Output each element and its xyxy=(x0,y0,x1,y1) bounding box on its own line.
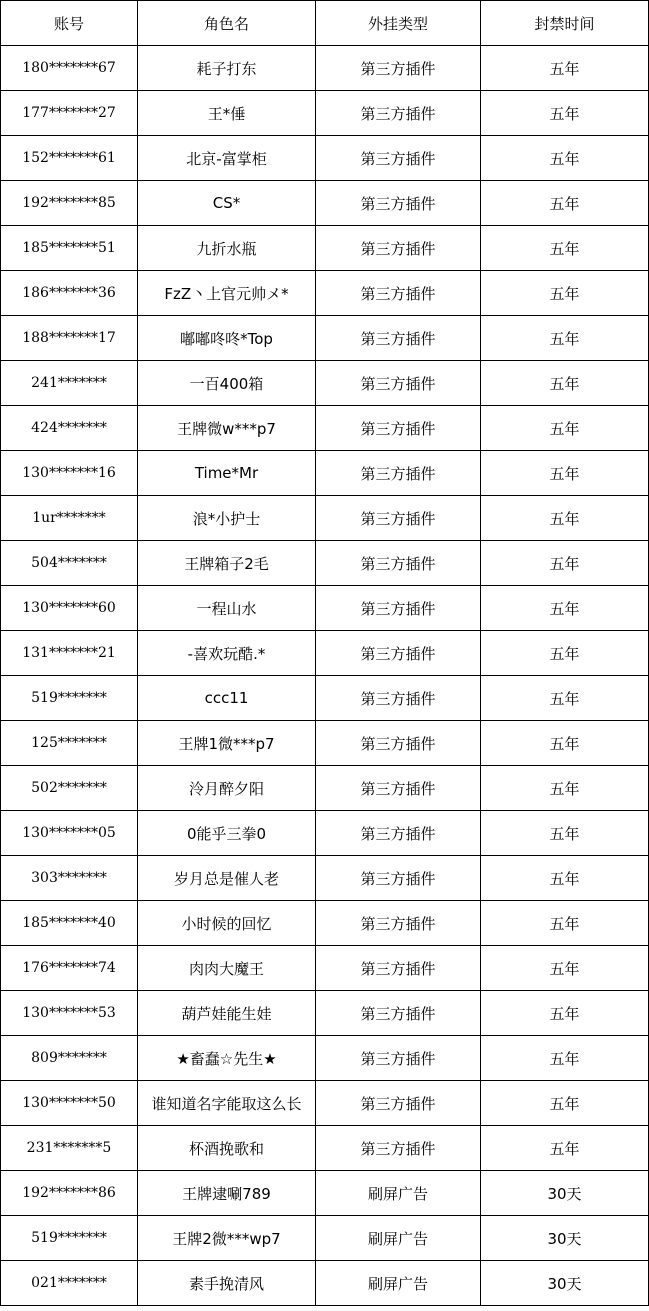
table-row xyxy=(1,1081,649,1126)
cell-role-name: 王牌1微***p7 xyxy=(138,721,316,766)
table-row xyxy=(1,631,649,676)
cell-cheat-type: 第三方插件 xyxy=(316,91,481,136)
cell-account: 192*******85 xyxy=(1,181,138,226)
cell-cheat-type: 第三方插件 xyxy=(316,676,481,721)
cell-account: 130*******05 xyxy=(1,811,138,856)
cell-account: 130*******50 xyxy=(1,1081,138,1126)
cell-role-name: 王牌2微***wp7 xyxy=(138,1216,316,1261)
cell-cheat-type: 第三方插件 xyxy=(316,226,481,271)
cell-cheat-type: 第三方插件 xyxy=(316,766,481,811)
table-row xyxy=(1,946,649,991)
table-row xyxy=(1,1126,649,1171)
cell-account: 021******* xyxy=(1,1261,138,1306)
cell-ban-duration: 30天 xyxy=(481,1216,649,1261)
cell-account: 303******* xyxy=(1,856,138,901)
table-row xyxy=(1,361,649,406)
table-row xyxy=(1,586,649,631)
cell-ban-duration: 五年 xyxy=(481,811,649,856)
cell-account: 519******* xyxy=(1,1216,138,1261)
cell-cheat-type: 第三方插件 xyxy=(316,451,481,496)
cell-role-name: -喜欢玩酷.* xyxy=(138,631,316,676)
header-account: 账号 xyxy=(1,1,138,46)
table-row xyxy=(1,1216,649,1261)
table-row xyxy=(1,91,649,136)
cell-role-name: 小时候的回忆 xyxy=(138,901,316,946)
table-row xyxy=(1,766,649,811)
table-row xyxy=(1,316,649,361)
cell-cheat-type: 第三方插件 xyxy=(316,181,481,226)
cell-ban-duration: 五年 xyxy=(481,1081,649,1126)
cell-cheat-type: 第三方插件 xyxy=(316,271,481,316)
cell-role-name: 王*倕 xyxy=(138,91,316,136)
cell-account: 125******* xyxy=(1,721,138,766)
cell-role-name: 嘟嘟咚咚*Top xyxy=(138,316,316,361)
cell-role-name: 0能乎三拳0 xyxy=(138,811,316,856)
cell-cheat-type: 第三方插件 xyxy=(316,1081,481,1126)
cell-role-name: 杯酒挽歌和 xyxy=(138,1126,316,1171)
cell-ban-duration: 五年 xyxy=(481,361,649,406)
cell-ban-duration: 五年 xyxy=(481,46,649,91)
cell-cheat-type: 第三方插件 xyxy=(316,46,481,91)
cell-account: 1ur******* xyxy=(1,496,138,541)
cell-cheat-type: 第三方插件 xyxy=(316,361,481,406)
cell-ban-duration: 30天 xyxy=(481,1261,649,1306)
cell-role-name: ★畜蠢☆先生★ xyxy=(138,1036,316,1081)
header-ban-duration: 封禁时间 xyxy=(481,1,649,46)
cell-ban-duration: 五年 xyxy=(481,406,649,451)
cell-cheat-type: 刷屏广告 xyxy=(316,1216,481,1261)
cell-account: 241******* xyxy=(1,361,138,406)
cell-role-name: 一程山水 xyxy=(138,586,316,631)
cell-role-name: 耗子打东 xyxy=(138,46,316,91)
cell-cheat-type: 第三方插件 xyxy=(316,586,481,631)
cell-cheat-type: 第三方插件 xyxy=(316,946,481,991)
cell-account: 180*******67 xyxy=(1,46,138,91)
table-row xyxy=(1,1261,649,1306)
table-row xyxy=(1,46,649,91)
cell-role-name: Time*Mr xyxy=(138,451,316,496)
cell-account: 176*******74 xyxy=(1,946,138,991)
cell-ban-duration: 五年 xyxy=(481,1126,649,1171)
cell-ban-duration: 五年 xyxy=(481,91,649,136)
table-row xyxy=(1,856,649,901)
cell-ban-duration: 五年 xyxy=(481,586,649,631)
cell-cheat-type: 第三方插件 xyxy=(316,316,481,361)
table-row xyxy=(1,721,649,766)
cell-account: 504******* xyxy=(1,541,138,586)
cell-cheat-type: 第三方插件 xyxy=(316,496,481,541)
cell-role-name: 王牌逮唰789 xyxy=(138,1171,316,1216)
cell-ban-duration: 五年 xyxy=(481,766,649,811)
cell-cheat-type: 第三方插件 xyxy=(316,631,481,676)
cell-role-name: 素手挽清风 xyxy=(138,1261,316,1306)
table-row xyxy=(1,1036,649,1081)
cell-role-name: 葫芦娃能生娃 xyxy=(138,991,316,1036)
cell-account: 152*******61 xyxy=(1,136,138,181)
cell-cheat-type: 第三方插件 xyxy=(316,136,481,181)
cell-account: 231*******5 xyxy=(1,1126,138,1171)
table-row xyxy=(1,541,649,586)
cell-ban-duration: 五年 xyxy=(481,991,649,1036)
cell-account: 185*******51 xyxy=(1,226,138,271)
cell-cheat-type: 第三方插件 xyxy=(316,901,481,946)
cell-ban-duration: 五年 xyxy=(481,946,649,991)
table-row xyxy=(1,811,649,856)
cell-cheat-type: 第三方插件 xyxy=(316,1036,481,1081)
cell-role-name: FzZ丶上官元帅メ* xyxy=(138,271,316,316)
header-row xyxy=(1,1,649,46)
cell-ban-duration: 五年 xyxy=(481,901,649,946)
cell-ban-duration: 30天 xyxy=(481,1171,649,1216)
cell-account: 188*******17 xyxy=(1,316,138,361)
cell-cheat-type: 刷屏广告 xyxy=(316,1171,481,1216)
cell-cheat-type: 第三方插件 xyxy=(316,541,481,586)
table-row xyxy=(1,271,649,316)
cell-role-name: CS* xyxy=(138,181,316,226)
cell-role-name: 一百400箱 xyxy=(138,361,316,406)
table-row xyxy=(1,1171,649,1216)
cell-cheat-type: 第三方插件 xyxy=(316,811,481,856)
cell-cheat-type: 第三方插件 xyxy=(316,1126,481,1171)
cell-ban-duration: 五年 xyxy=(481,856,649,901)
table-row xyxy=(1,181,649,226)
cell-account: 186*******36 xyxy=(1,271,138,316)
cell-ban-duration: 五年 xyxy=(481,136,649,181)
cell-ban-duration: 五年 xyxy=(481,1036,649,1081)
cell-ban-duration: 五年 xyxy=(481,631,649,676)
table-row xyxy=(1,901,649,946)
cell-ban-duration: 五年 xyxy=(481,451,649,496)
cell-account: 177*******27 xyxy=(1,91,138,136)
cell-account: 130*******16 xyxy=(1,451,138,496)
table-row xyxy=(1,676,649,721)
header-cheat-type: 外挂类型 xyxy=(316,1,481,46)
cell-role-name: 北京-富掌柜 xyxy=(138,136,316,181)
cell-account: 130*******60 xyxy=(1,586,138,631)
cell-role-name: 王牌微w***p7 xyxy=(138,406,316,451)
cell-role-name: 王牌箱子2毛 xyxy=(138,541,316,586)
cell-role-name: 泠月醉夕阳 xyxy=(138,766,316,811)
cell-account: 192*******86 xyxy=(1,1171,138,1216)
cell-cheat-type: 第三方插件 xyxy=(316,406,481,451)
cell-role-name: ccc11 xyxy=(138,676,316,721)
cell-ban-duration: 五年 xyxy=(481,316,649,361)
cell-cheat-type: 第三方插件 xyxy=(316,856,481,901)
cell-role-name: 浪*小护士 xyxy=(138,496,316,541)
table-row xyxy=(1,991,649,1036)
cell-cheat-type: 第三方插件 xyxy=(316,991,481,1036)
cell-ban-duration: 五年 xyxy=(481,721,649,766)
cell-role-name: 九折水瓶 xyxy=(138,226,316,271)
cell-ban-duration: 五年 xyxy=(481,181,649,226)
table-row xyxy=(1,451,649,496)
table-body xyxy=(1,46,649,1306)
table-row xyxy=(1,496,649,541)
table-row xyxy=(1,226,649,271)
cell-ban-duration: 五年 xyxy=(481,676,649,721)
cell-cheat-type: 刷屏广告 xyxy=(316,1261,481,1306)
cell-account: 809******* xyxy=(1,1036,138,1081)
header-role-name: 角色名 xyxy=(138,1,316,46)
cell-account: 185*******40 xyxy=(1,901,138,946)
table-row xyxy=(1,136,649,181)
cell-ban-duration: 五年 xyxy=(481,496,649,541)
cell-account: 424******* xyxy=(1,406,138,451)
cell-role-name: 谁知道名字能取这么长 xyxy=(138,1081,316,1126)
cell-account: 130*******53 xyxy=(1,991,138,1036)
cell-ban-duration: 五年 xyxy=(481,271,649,316)
cell-ban-duration: 五年 xyxy=(481,226,649,271)
table-header xyxy=(1,1,649,46)
cell-account: 502******* xyxy=(1,766,138,811)
cell-role-name: 肉肉大魔王 xyxy=(138,946,316,991)
cell-role-name: 岁月总是催人老 xyxy=(138,856,316,901)
table-row xyxy=(1,406,649,451)
cell-ban-duration: 五年 xyxy=(481,541,649,586)
cell-account: 131*******21 xyxy=(1,631,138,676)
cell-account: 519******* xyxy=(1,676,138,721)
cell-cheat-type: 第三方插件 xyxy=(316,721,481,766)
